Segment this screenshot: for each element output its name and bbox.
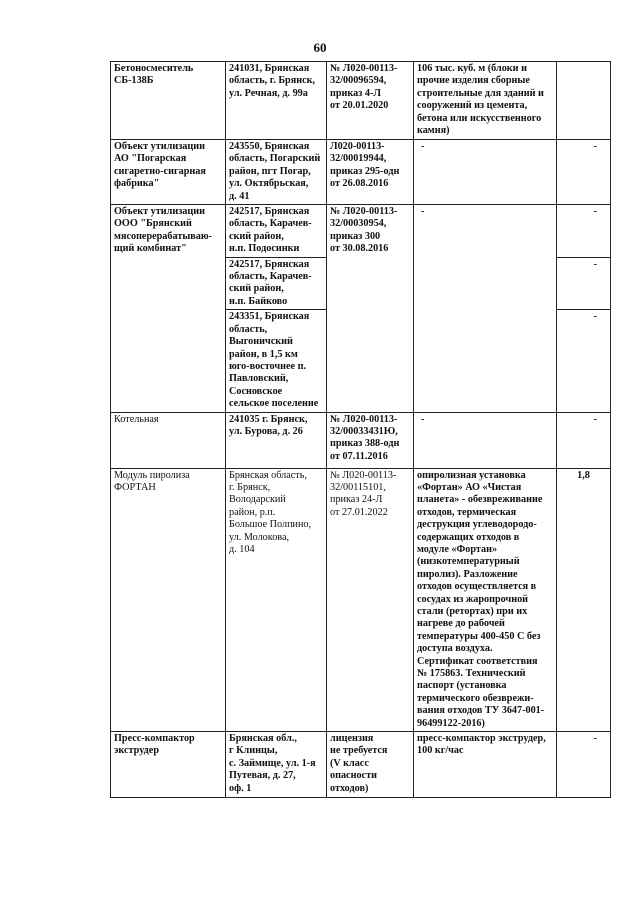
- license-number: Л020-00113- 32/00019944, приказ 295-одн от 26.08.2016: [330, 141, 400, 190]
- license-cell: [327, 468, 414, 732]
- license-number: лицензия не требуется (V класс опасности отходов): [330, 733, 388, 794]
- address-cell: [226, 257, 327, 310]
- value-cell: [557, 412, 611, 468]
- license-number: № Л020-00113- 32/00033431Ю, приказ 388-одн от 07.11.2016: [330, 413, 400, 462]
- address-cell: [226, 310, 327, 412]
- address-cell: [226, 205, 327, 258]
- table-row: [111, 62, 611, 140]
- table-row: [111, 468, 611, 732]
- facility-name: Котельная: [114, 413, 159, 425]
- address-cell: [226, 62, 327, 140]
- facility-name-cell: [111, 732, 226, 798]
- license-cell: [327, 205, 414, 413]
- value-cell: [557, 62, 611, 140]
- facility-name: Пресс-компактор экструдер: [114, 733, 195, 757]
- address-cell: [226, 140, 327, 205]
- facility-address: 242517, Брянская область, Карачев- ский район, н.п. Подосинки: [229, 206, 312, 255]
- description-cell: [414, 140, 557, 205]
- license-cell: [327, 412, 414, 468]
- facility-description: опиролизная установка «Фортан» АО «Чистая планета» - обезвреживание отходов, термическая деструкция углеводородо- содержащих отходов в модуле «Фортан» (низкотемпературный пиролиз). Разложение отходов осуществляется в сосудах из жаропрочной стали (ретортах) при их нагреве до рабочей температуры 400-450 С без доступа воздуха. Сертификат соответствия № 175863. Технический паспорт (установка термического обезврежи- вания отходов ТУ 3647-001- 96499122-2016): [417, 469, 545, 729]
- address-cell: [226, 412, 327, 468]
- facility-description: -: [421, 206, 425, 218]
- page-number: 60: [313, 40, 327, 55]
- facilities-table: [110, 61, 611, 798]
- facility-value: -: [593, 413, 597, 425]
- facility-name-cell: [111, 468, 226, 732]
- facility-address: Брянская область, г. Брянск, Володарский район, р.п. Большое Полпино, ул. Молокова, д. 104: [229, 469, 312, 555]
- value-cell: [557, 205, 611, 258]
- description-cell: [414, 732, 557, 798]
- facility-name-cell: [111, 140, 226, 205]
- address-cell: [226, 732, 327, 798]
- facility-value: -: [593, 141, 597, 152]
- value-cell: [557, 257, 611, 310]
- facility-address: 241035 г. Брянск, ул. Бурова, д. 26: [229, 413, 308, 437]
- license-cell: [327, 62, 414, 140]
- license-number: № Л020-00113- 32/00115101, приказ 24-Л от 27.01.2022: [330, 469, 397, 518]
- license-cell: [327, 140, 414, 205]
- license-number: № Л020-00113- 32/00030954, приказ 300 от 30.08.2016: [330, 206, 398, 255]
- value-cell: [557, 140, 611, 205]
- facility-name: Модуль пиролиза ФОРТАН: [114, 469, 190, 493]
- description-cell: [414, 412, 557, 468]
- facility-value: -: [593, 311, 597, 323]
- facility-description: -: [421, 413, 425, 425]
- facility-name-cell: [111, 205, 226, 413]
- facility-description: -: [421, 141, 425, 152]
- facility-address: 242517, Брянская область, Карачев- ский район, н.п. Байково: [229, 258, 312, 307]
- facility-name: Объект утилизации АО "Погарская сигаретно-сигарная фабрика": [114, 141, 206, 190]
- facility-description: 106 тыс. куб. м (блоки и прочие изделия сборные строительные для зданий и сооружений из цемента, бетона или искусственного камня): [417, 63, 544, 137]
- facility-address: 241031, Брянская область, г. Брянск, ул. Речная, д. 99а: [229, 63, 316, 99]
- facility-name: Объект утилизации ООО "Брянский мясоперерабатываю- щий комбинат": [114, 206, 213, 255]
- facility-description: пресс-компактор экструдер, 100 кг/час: [417, 733, 546, 757]
- facility-address: Брянская обл., г Клинцы, с. Займище, ул. 1-я Путевая, д. 27, оф. 1: [229, 733, 316, 794]
- facility-value: -: [593, 206, 597, 218]
- description-cell: [414, 205, 557, 413]
- license-number: № Л020-00113- 32/00096594, приказ 4-Л от 20.01.2020: [330, 63, 398, 112]
- table-row: [111, 732, 611, 798]
- value-cell: [557, 468, 611, 732]
- value-cell: [557, 732, 611, 798]
- address-cell: [226, 468, 327, 732]
- value-cell: [557, 310, 611, 412]
- table-row: [111, 412, 611, 468]
- facility-address: 243351, Брянская область, Выгоничский район, в 1,5 км юго-восточнее п. Павловский, Сосновское сельское поселение: [229, 311, 319, 410]
- facility-name-cell: [111, 62, 226, 140]
- facility-name: Бетоносмеситель СБ-138Б: [114, 63, 194, 87]
- license-cell: [327, 732, 414, 798]
- table-row: [111, 140, 611, 205]
- description-cell: [414, 62, 557, 140]
- facility-value: -: [593, 258, 597, 270]
- table-row: [111, 205, 611, 258]
- facility-value: -: [593, 733, 597, 745]
- description-cell: [414, 468, 557, 732]
- facility-address: 243550, Брянская область, Погарский район, пгт Погар, ул. Октябрьская, д. 41: [229, 141, 321, 202]
- facility-value: 1,8: [577, 469, 590, 481]
- facility-name-cell: [111, 412, 226, 468]
